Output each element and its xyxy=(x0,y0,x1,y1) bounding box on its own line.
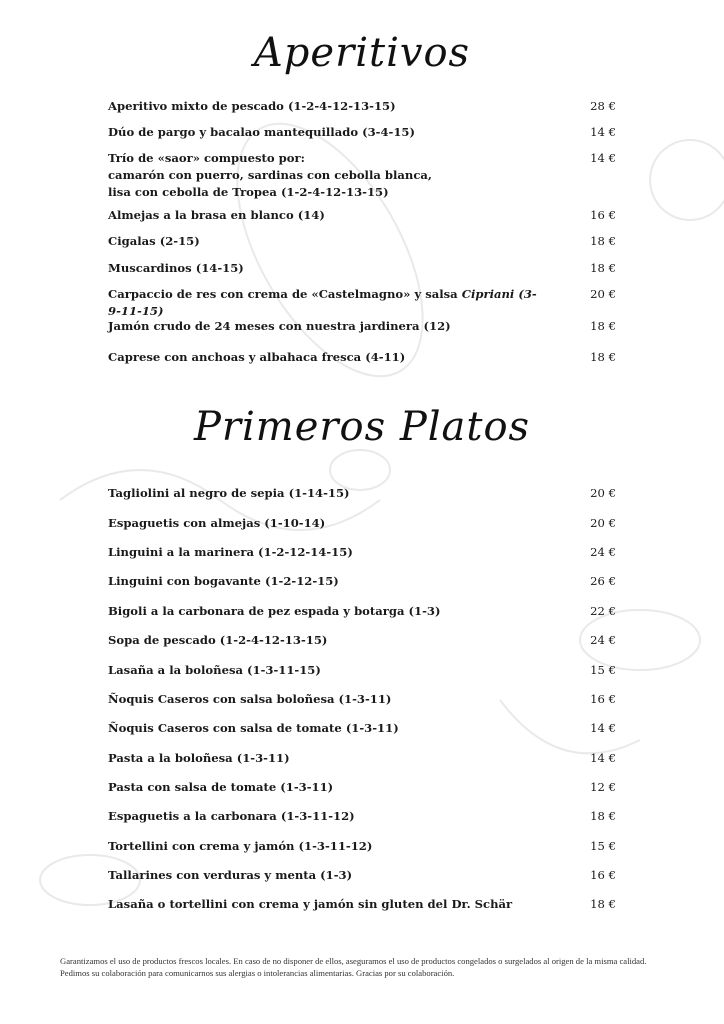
menu-item-price: 24 € xyxy=(590,545,616,559)
menu-item-price: 24 € xyxy=(590,633,616,647)
menu-item-name xyxy=(108,233,548,250)
item-name-text: Aperitivo mixto de pescado (1-2-4-12-13-15) xyxy=(108,99,396,113)
menu-item xyxy=(108,318,616,335)
menu-item xyxy=(108,691,616,708)
menu-item xyxy=(108,573,616,590)
menu-item-name xyxy=(108,573,548,590)
menu-item-name xyxy=(108,808,548,825)
menu-item-name xyxy=(108,485,548,502)
item-name-text: Pasta con salsa de tomate (1-3-11) xyxy=(108,780,334,794)
item-name-text: Ñoquis Caseros con salsa de tomate (1-3-11) xyxy=(108,721,399,735)
item-name-text: Tagliolini al negro de sepia (1-14-15) xyxy=(108,486,350,500)
item-description-line: lisa con cebolla de Tropea (1-2-4-12-13-15) xyxy=(108,185,389,199)
menu-item-price: 26 € xyxy=(590,574,616,588)
item-name-text: Tallarines con verduras y menta (1-3) xyxy=(108,868,353,882)
item-name-text: Muscardinos (14-15) xyxy=(108,261,244,275)
title-primeros-platos: Primeros Platos xyxy=(193,404,531,450)
menu-item-name xyxy=(108,98,548,115)
menu-item-price: 18 € xyxy=(590,809,616,823)
menu-item-price: 22 € xyxy=(590,604,616,618)
menu-item-name xyxy=(108,124,548,141)
menu-item-price: 16 € xyxy=(590,868,616,882)
item-name-text: Ñoquis Caseros con salsa boloñesa (1-3-11) xyxy=(108,692,392,706)
menu-item xyxy=(108,286,616,320)
menu-item-price: 20 € xyxy=(590,486,616,500)
menu-item-price: 15 € xyxy=(590,839,616,853)
menu-item-name xyxy=(108,207,548,224)
item-name-text: Linguini a la marinera (1-2-12-14-15) xyxy=(108,545,353,559)
menu-item xyxy=(108,720,616,737)
item-description-line: camarón con puerro, sardinas con cebolla blanca, xyxy=(108,168,432,182)
menu-item xyxy=(108,632,616,649)
menu-item-name xyxy=(108,750,548,767)
menu-item-name xyxy=(108,544,548,561)
menu-item xyxy=(108,808,616,825)
menu-item-name xyxy=(108,632,548,649)
menu-item-price: 14 € xyxy=(590,151,616,165)
menu-item xyxy=(108,150,616,201)
item-name-text: Almejas a la brasa en blanco (14) xyxy=(108,208,325,222)
menu-item-name xyxy=(108,779,548,796)
menu-item xyxy=(108,750,616,767)
menu-item-name xyxy=(108,318,548,335)
menu-item xyxy=(108,544,616,561)
menu-item-price: 16 € xyxy=(590,208,616,222)
menu-item xyxy=(108,485,616,502)
item-name-text: Carpaccio de res con crema de «Castelmagno» y salsa xyxy=(108,287,462,301)
menu-item-price: 28 € xyxy=(590,99,616,113)
menu-item xyxy=(108,98,616,115)
menu-item-price: 15 € xyxy=(590,663,616,677)
menu-item-name xyxy=(108,867,548,884)
menu-item-name xyxy=(108,662,548,679)
menu-item xyxy=(108,124,616,141)
menu-item xyxy=(108,662,616,679)
menu-item-name xyxy=(108,720,548,737)
menu-item xyxy=(108,233,616,250)
menu-item-price: 16 € xyxy=(590,692,616,706)
menu-item xyxy=(108,349,616,366)
menu-item-name xyxy=(108,286,548,320)
menu-item-name xyxy=(108,260,548,277)
menu-item-name xyxy=(108,150,548,201)
menu-item xyxy=(108,207,616,224)
menu-item xyxy=(108,896,616,913)
title-aperitivos: Aperitivos xyxy=(253,30,471,76)
item-name-text: Linguini con bogavante (1-2-12-15) xyxy=(108,574,339,588)
menu-item-name xyxy=(108,691,548,708)
menu-item xyxy=(108,838,616,855)
item-name-text: Espaguetis con almejas (1-10-14) xyxy=(108,516,326,530)
footer-note: Garantizamos el uso de productos frescos locales. En caso de no disponer de ellos, aseguramos el uso de productos congelados o surgelados al origen de la misma calidad. Pedimos su colaboración para comunicarnos sus alergias o intolerancias alimentarias. Gracias por su colaboración. xyxy=(60,956,647,978)
menu-item xyxy=(108,779,616,796)
menu-item-name xyxy=(108,896,548,913)
menu-item-price: 18 € xyxy=(590,319,616,333)
menu-item-price: 18 € xyxy=(590,234,616,248)
menu-item-price: 14 € xyxy=(590,751,616,765)
item-name-text: Caprese con anchoas y albahaca fresca (4-11) xyxy=(108,350,406,364)
menu-item-name xyxy=(108,515,548,532)
menu-item xyxy=(108,515,616,532)
item-name-text: Dúo de pargo y bacalao mantequillado (3-4-15) xyxy=(108,125,415,139)
menu-item-price: 12 € xyxy=(590,780,616,794)
item-name-text: Sopa de pescado (1-2-4-12-13-15) xyxy=(108,633,328,647)
item-name-text: Jamón crudo de 24 meses con nuestra jardinera (12) xyxy=(108,319,451,333)
item-name-text: Lasaña o tortellini con crema y jamón sin gluten del Dr. Schär xyxy=(108,897,513,911)
menu-item-name xyxy=(108,603,548,620)
menu-item-price: 18 € xyxy=(590,261,616,275)
item-name-text: Espaguetis a la carbonara (1-3-11-12) xyxy=(108,809,355,823)
menu-item xyxy=(108,867,616,884)
item-name-text: Tortellini con crema y jamón (1-3-11-12) xyxy=(108,839,373,853)
menu-item-price: 18 € xyxy=(590,350,616,364)
menu-item xyxy=(108,603,616,620)
menu-item-name xyxy=(108,838,548,855)
menu-item xyxy=(108,260,616,277)
item-name-text: Lasaña a la boloñesa (1-3-11-15) xyxy=(108,663,321,677)
menu-item-price: 14 € xyxy=(590,125,616,139)
menu-item-price: 20 € xyxy=(590,287,616,301)
item-name-text: Trío de «saor» compuesto por: xyxy=(108,151,305,165)
menu-item-price: 14 € xyxy=(590,721,616,735)
menu-item-price: 20 € xyxy=(590,516,616,530)
item-name-italic: Cipriani (3-9-11-15) xyxy=(108,287,537,318)
menu-item-price: 18 € xyxy=(590,897,616,911)
menu-item-name xyxy=(108,349,548,366)
item-name-text: Cigalas (2-15) xyxy=(108,234,200,248)
item-name-text: Pasta a la boloñesa (1-3-11) xyxy=(108,751,290,765)
item-name-text: Bigoli a la carbonara de pez espada y botarga (1-3) xyxy=(108,604,441,618)
